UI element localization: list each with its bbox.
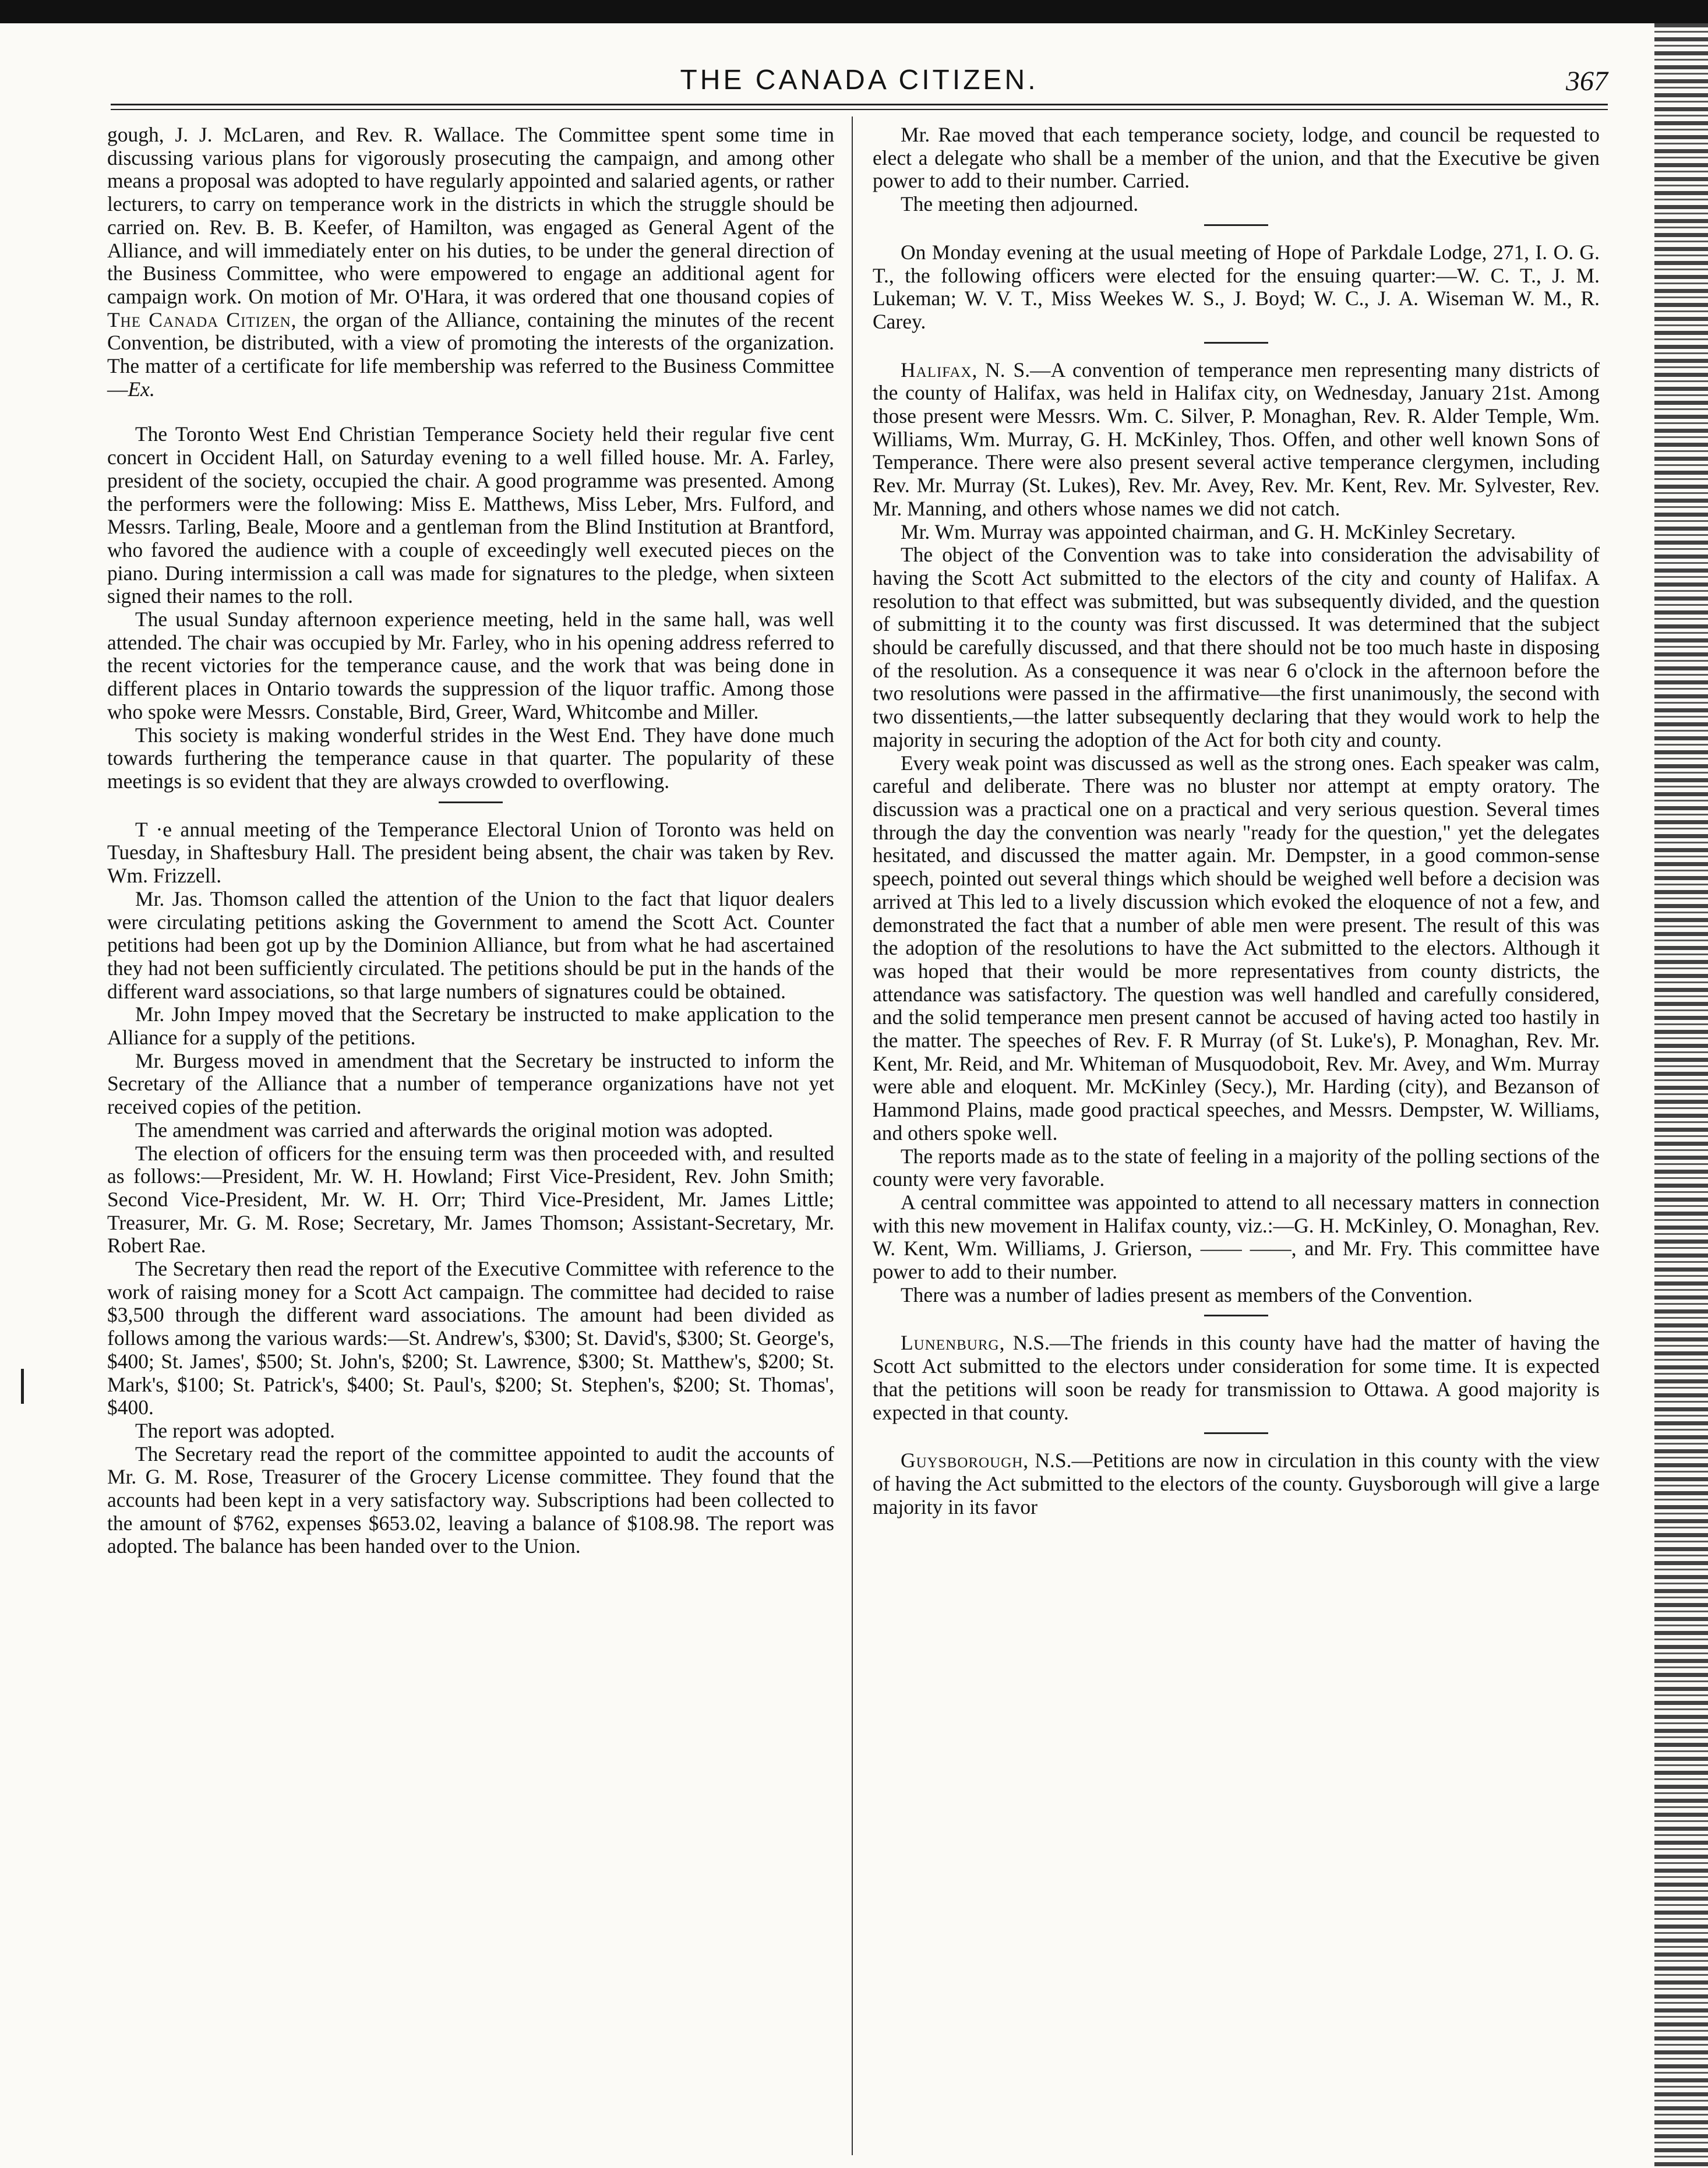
section-separator	[1204, 1315, 1268, 1316]
article-paragraph: Mr. Rae moved that each temperance society, lodge, and council be requested to elect a delegate who shall be a member of the union, and that the Executive be given power to add to their number. Carried.	[873, 123, 1600, 193]
article-paragraph: Mr. John Impey moved that the Secretary be instructed to make application to the Alliance for a supply of the petitions.	[107, 1002, 834, 1050]
page-number: 367	[1566, 66, 1608, 97]
right-column	[873, 123, 1600, 1519]
place-name: Lunenburg	[901, 1331, 1000, 1355]
article-paragraph: The Secretary read the report of the committee appointed to audit the accounts of Mr. G. M. Rose, Treasurer of the Grocery License committee. They found that the accounts had been kept in a very satisfactory way. Subscriptions had been collected to the amount of $762, expenses $653.02, leaving a balance of $108.98. The report was adopted. The balance has been handed over to the Union.	[107, 1442, 834, 1558]
article-paragraph: T ·e annual meeting of the Temperance Electoral Union of Toronto was held on Tuesday, in Shaftesbury Hall. The president being absent, the chair was taken by Rev. Wm. Frizzell.	[107, 817, 834, 888]
article-paragraph: There was a number of ladies present as members of the Convention.	[901, 1283, 1473, 1307]
article-paragraph: The usual Sunday afternoon experience meeting, held in the same hall, was well attended. The chair was occupied by Mr. Farley, who in his opening address referred to the recent victories for the temperance cause, and the work that was being done in different places in Ontario towards the suppression of the liquor traffic. Among those who spoke were Messrs. Constable, Bird, Greer, Ward, Whitcombe and Miller.	[107, 608, 834, 723]
page-edge	[1654, 23, 1708, 2168]
article-paragraph: Every weak point was discussed as well as the strong ones. Each speaker was calm, careful and deliberate. There was no bluster nor attempt at empty oratory. The discussion was a practical one on a practical and very serious question. Several times through the day the convention was nearly "ready for the question," yet the delegates hesitated, and discussed the matter again. Mr. Dempster, in a good common-sense speech, pointed out several things which should be weighed well before a decision was arrived at This led to a lively discussion which evoked the eloquence of not a few, and demonstrated the fact that a number of able men were present. The result of this was the adoption of the resolutions to have the Act submitted to the electors. Although it was hoped that their would be more representatives from county districts, the attendance was satisfactory. The question was well handled and carefully considered, and the solid temperance men present cannot be accused of having acted too hastily in the matter. The speeches of Rev. F. R Murray (of St. Luke's), P. Monaghan, Rev. Mr. Kent, Mr. Reid, and Mr. Whiteman of Musquodoboit, Rev. Mr. Avey, and Wm. Murray were able and eloquent. Mr. McKinley (Secy.), Mr. Harding (city), and Bezanson of Hammond Plains, made good practical speeches, and Messrs. Dempster, W. Williams, and others spoke well.	[873, 751, 1600, 1145]
article-paragraph: This society is making wonderful strides in the West End. They have done much towards furthering the temperance cause in that quarter. The popularity of these meetings is so evident that they are always crowded to overflowing.	[107, 723, 834, 793]
article-paragraph: Mr. Jas. Thomson called the attention of the Union to the fact that liquor dealers were circulating petitions asking the Government to amend the Scott Act. Counter petitions had been got up by the Dominion Alliance, but from what he had ascertained they had not been sufficiently circulated. The petitions should be put in the hands of the different ward associations, so that large numbers of signatures could be obtained.	[107, 887, 834, 1003]
section-separator	[1204, 224, 1268, 226]
left-column	[107, 123, 834, 1558]
article-paragraph: A central committee was appointed to attend to all necessary matters in connection with this new movement in Halifax county, viz.:—G. H. McKinley, O. Monaghan, Rev. W. Kent, Wm. Williams, J. Grierson, —— ——, and Mr. Fry. This committee have power to add to their number.	[873, 1190, 1600, 1284]
place-name: Guysborough	[901, 1449, 1024, 1473]
article-paragraph: The reports made as to the state of feeling in a majority of the polling sections of the county were very favorable.	[873, 1144, 1600, 1191]
text-run: , the organ of the Alliance, containing the minutes of the recent Convention, be distributed, with a view of promoting the interests of the organization. The matter of a certificate for life membership was referred to the Business Committee—	[107, 308, 834, 401]
text-run: , N. S.—A convention of temperance men representing many districts of the county of Halifax, was held in Halifax city, on Wednesday, January 21st. Among those present were Messrs. Wm. C. Silver, P. Monaghan, Rev. R. Alder Temple, Wm. Williams, Wm. Murray, G. H. McKinley, Thos. Offen, and other well known Sons of Temperance. There were also present several active temperance clergymen, including Rev. Mr. Murray (St. Lukes), Rev. Mr. Avey, Rev. Mr. Kent, Rev. Mr. Sylvester, Rev. Mr. Manning, and others whose names we did not catch.	[873, 358, 1600, 520]
article-paragraph: Mr. Wm. Murray was appointed chairman, and G. H. McKinley Secretary.	[901, 520, 1516, 543]
header-rule	[111, 104, 1608, 110]
article-paragraph	[107, 123, 834, 401]
column-divider	[852, 116, 853, 2155]
article-paragraph: The meeting then adjourned.	[901, 192, 1139, 216]
article-paragraph: The Toronto West End Christian Temperance Society held their regular five cent concert in Occident Hall, on Saturday evening to a well filled house. Mr. A. Farley, president of the society, occupied the chair. A good programme was presented. Among the performers were the following: Miss E. Matthews, Miss Leber, Mrs. Fulford, and Messrs. Tarling, Beale, Moore and a gentleman from the Blind Institution at Brantford, who favored the audience with a couple of exceedingly well executed pieces on the piano. During intermission a call was made for signatures to the pledge, when sixteen signed their names to the roll.	[107, 422, 834, 608]
text-run: , N.S.—Petitions are now in circulation in this county with the view of having the Act submitted to the electors of the county. Guysborough will give a large majority in its favor	[873, 1449, 1600, 1519]
article-paragraph: The Secretary then read the report of the Executive Committee with reference to the work of raising money for a Scott Act campaign. The committee had decided to raise $3,500 through the different ward associations. The amount had been divided as follows among the various wards:—St. Andrew's, $300; St. David's, $300; St. George's, $400; St. James', $500; St. John's, $200; St. Lawrence, $300; St. Matthew's, $200; St. Mark's, $100; St. Patrick's, $400; St. Paul's, $200; St. Stephen's, $200; St. Thomas', $400.	[107, 1257, 834, 1420]
article-paragraph	[873, 1449, 1600, 1519]
paper-name: The Canada Citizen	[107, 308, 291, 331]
article-paragraph: The election of officers for the ensuing term was then proceeded with, and resulted as follows:—President, Mr. W. H. Howland; First Vice-President, Rev. John Smith; Second Vice-President, Mr. W. H. Orr; Third Vice-President, Mr. James Little; Treasurer, Mr. G. M. Rose; Secretary, Mr. James Thomson; Assistant-Secretary, Mr. Robert Rae.	[107, 1141, 834, 1258]
publication-title: THE CANADA CITIZEN.	[680, 65, 1039, 96]
margin-mark	[21, 1369, 24, 1404]
text-run: , N.S.—The friends in this county have had the matter of having the Scott Act submitted to the electors under consideration for some time. It is expected that the petitions will soon be ready for transmission to Ottawa. A good majority is expected in that county.	[873, 1331, 1600, 1424]
article-paragraph	[873, 1332, 1600, 1424]
section-separator	[439, 801, 503, 803]
article-paragraph: The report was adopted.	[135, 1418, 336, 1442]
article-paragraph: Mr. Burgess moved in amendment that the Secretary be instructed to inform the Secretary of the Alliance that a number of temperance organizations have not yet received copies of the petition.	[107, 1048, 834, 1119]
text-run: gough, J. J. McLaren, and Rev. R. Wallace. The Committee spent some time in discussing various plans for vigorously prosecuting the campaign, and among other means a proposal was adopted to have regularly appointed and salaried agents, or rather lecturers, to carry on temperance work in the districts in which the struggle should be carried on. Rev. B. B. Keefer, of Hamilton, was engaged as General Agent of the Alliance, and will immediately enter on his duties, to be under the general direction of the Business Committee, who were empowered to engage an additional agent for campaign work. On motion of Mr. O'Hara, it was ordered that one thousand copies of	[107, 123, 834, 308]
article-paragraph: The object of the Convention was to take into consideration the advisability of having the Scott Act submitted to the electors of the city and county of Halifax. A resolution to that effect was submitted, but was subsequently divided, and the question of submitting it to the county was first discussed. It was determined that the subject should be carefully discussed, and that there should not be too much haste in disposing of the resolution. As a consequence it was near 6 o'clock in the afternoon before the two resolutions were passed in the affirmative—the first unanimously, the second with two dissentients,—the latter subsequently declaring that they would work to help the majority in securing the adoption of the Act for both city and county.	[873, 543, 1600, 751]
top-border	[0, 0, 1708, 23]
article-paragraph: On Monday evening at the usual meeting of Hope of Parkdale Lodge, 271, I. O. G. T., the following officers were elected for the ensuing quarter:—W. C. T., J. M. Lukeman; W. V. T., Miss Weekes W. S., J. Boyd; W. C., J. A. Wiseman W. M., R. Carey.	[873, 240, 1600, 333]
section-separator	[1204, 1432, 1268, 1434]
article-paragraph: The amendment was carried and afterwards the original motion was adopted.	[135, 1118, 774, 1142]
source-note: Ex.	[128, 377, 155, 401]
place-name: Halifax	[901, 358, 972, 382]
article-paragraph	[873, 359, 1600, 521]
section-separator	[1204, 342, 1268, 344]
